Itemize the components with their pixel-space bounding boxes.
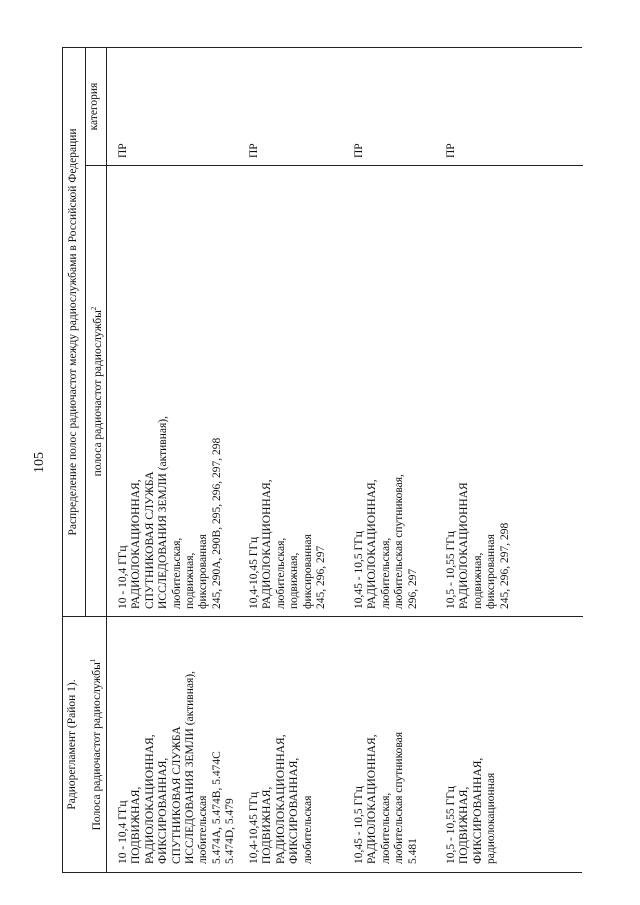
column-divider-left bbox=[63, 616, 583, 617]
row-2-left: 10,4-10,45 ГГц ПОДВИЖНАЯ, РАДИОЛОКАЦИОННАЯ, ФИКСИРОВАННАЯ, любительская bbox=[248, 734, 314, 864]
row-1-mid: 10 - 10,4 ГГц РАДИОЛОКАЦИОННАЯ, СПУТНИКОВАЯ СЛУЖБА ИССЛЕДОВАНИЯ ЗЕМЛИ (активная), любительская, подвижная, фиксированная 245, 290А, 290В, 295, 296, 297, 298 bbox=[117, 416, 223, 609]
row-3-left: 10,45 - 10,5 ГГц РАДИОЛОКАЦИОННАЯ, любительская, любительская спутниковая 5.481 bbox=[353, 731, 419, 864]
header-left-title: Радиорегламент (Район 1). bbox=[66, 679, 78, 810]
column-divider-category bbox=[85, 165, 583, 166]
row-3-mid: 10,45 - 10,5 ГГц РАДИОЛОКАЦИОННАЯ, любительская, любительская спутниковая, 296, 297 bbox=[353, 474, 419, 609]
row-1-left: 10 - 10,4 ГГц ПОДВИЖНАЯ, РАДИОЛОКАЦИОННАЯ, ФИКСИРОВАННАЯ, СПУТНИКОВАЯ СЛУЖБА ИССЛЕДОВАНИЯ ЗЕМЛИ (активная), любительская 5.474A, 5.474B, 5.474C 5.474D, 5.479 bbox=[117, 671, 237, 864]
header-bottom-line bbox=[106, 47, 107, 872]
row-4-mid: 10,5 - 10,55 ГГц РАДИОЛОКАЦИОННАЯ подвижная, фиксированная 245, 296, 297, 298 bbox=[445, 482, 511, 609]
row-2-category: ПР bbox=[248, 143, 260, 158]
row-3-category: ПР bbox=[353, 143, 365, 158]
row-4-category: ПР bbox=[445, 143, 457, 158]
header-divider-right bbox=[85, 47, 86, 617]
header-category-sub: категория bbox=[88, 82, 100, 131]
header-left-sub: Полоса радиочастот радиослужбы$^1$ bbox=[89, 658, 103, 831]
row-1-category: ПР bbox=[117, 143, 129, 158]
page-number: 105 bbox=[32, 452, 47, 473]
header-mid-sub: полоса радиочастот радиослужбы$^2$ bbox=[90, 306, 104, 477]
row-4-left: 10,5 - 10,55 ГГц ПОДВИЖНАЯ, ФИКСИРОВАННАЯ, радиолокационная bbox=[445, 757, 498, 864]
frequency-allocation-table bbox=[62, 47, 582, 873]
row-2-mid: 10,4-10,45 ГГц РАДИОЛОКАЦИОННАЯ, любительская, подвижная, фиксированная 245, 296, 297 bbox=[248, 479, 328, 609]
header-right-title: Распределение полос радиочастот между радиослужбами в Российской Федерации bbox=[67, 128, 79, 536]
